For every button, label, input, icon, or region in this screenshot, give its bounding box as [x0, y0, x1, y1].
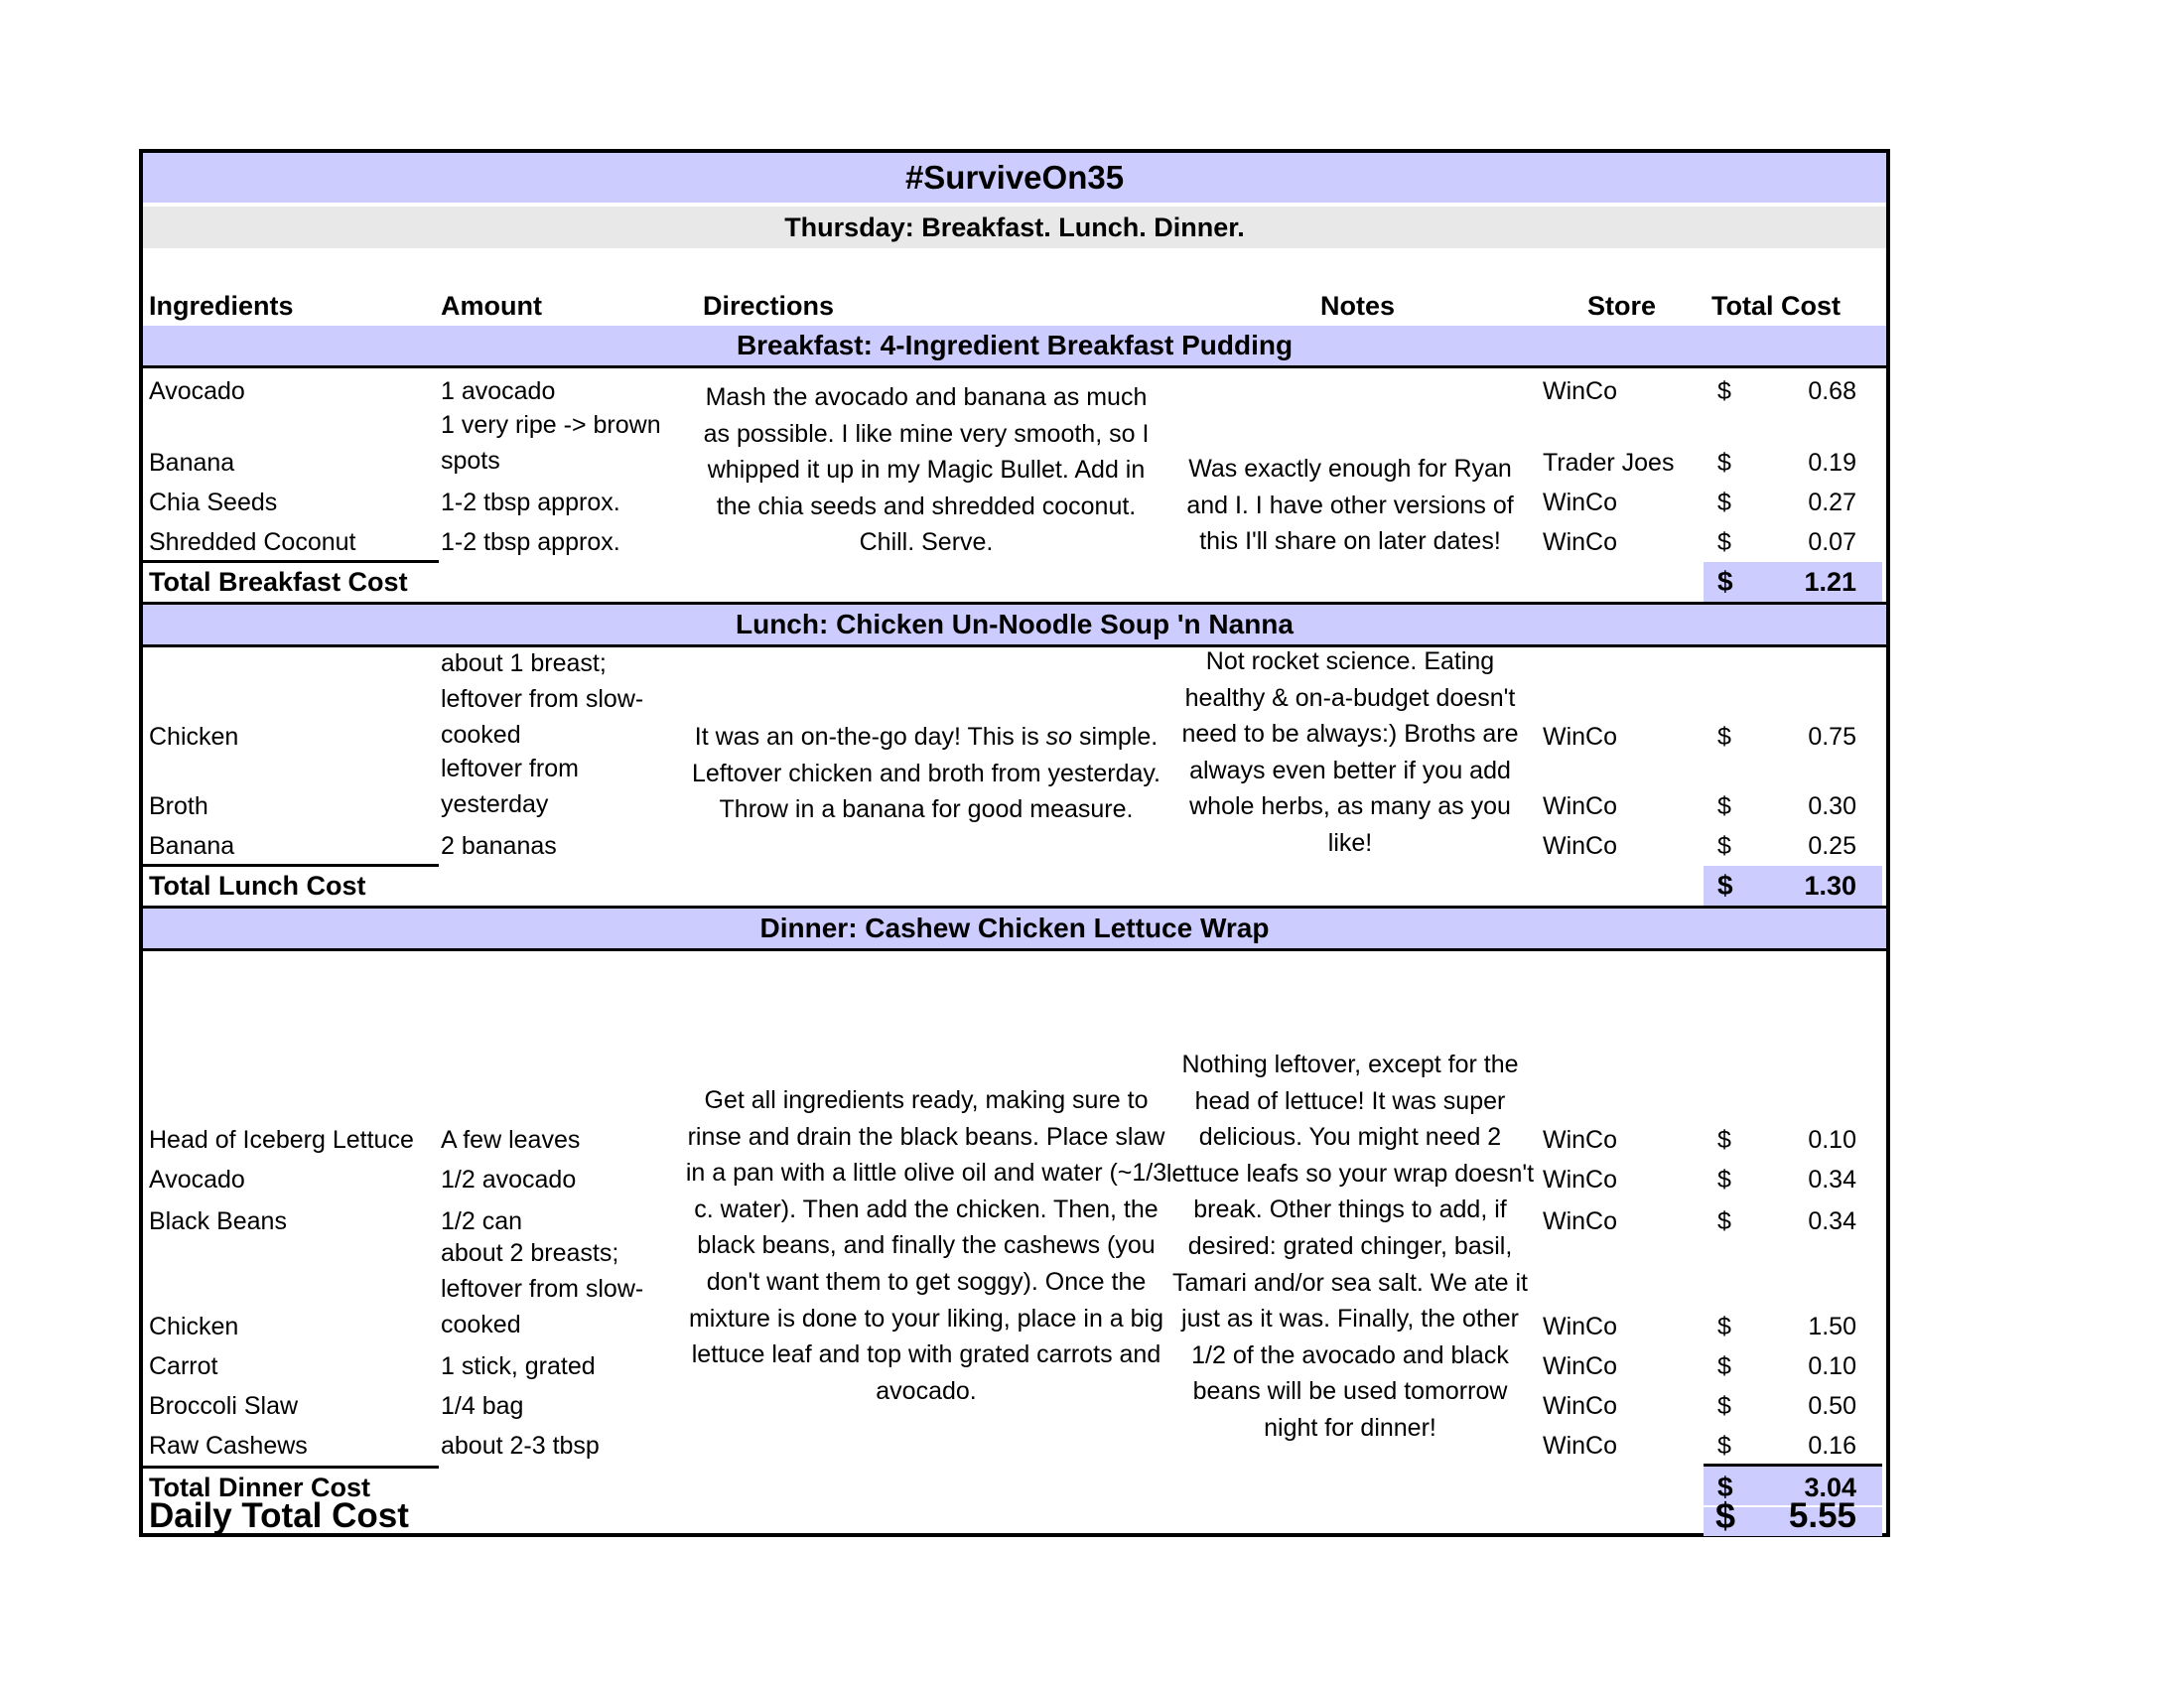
currency-symbol: $ [1717, 528, 1731, 556]
ingredient-name: Raw Cashews [149, 1432, 308, 1460]
ingredient-amount: 1-2 tbsp approx. [441, 489, 620, 516]
ingredient-amount: 1 avocado [441, 377, 556, 405]
cost-value: 0.07 [1808, 528, 1856, 556]
currency-symbol: $ [1717, 489, 1731, 516]
store-name: WinCo [1543, 723, 1618, 751]
currency-symbol: $ [1717, 1432, 1731, 1460]
meal-plan-sheet [139, 149, 1890, 1537]
subtitle-band [143, 207, 1886, 248]
store-name: WinCo [1543, 489, 1618, 516]
lunch-directions-text: simple. Leftover chicken and broth from yesterday. Throw in a banana for good measure. [692, 723, 1160, 824]
currency-symbol: $ [1717, 377, 1731, 405]
ingredient-amount: leftover from slow- [441, 1275, 644, 1303]
divider [143, 560, 439, 563]
store-name: WinCo [1543, 1392, 1618, 1420]
ingredient-amount: yesterday [441, 790, 549, 818]
breakfast-notes: Was exactly enough for Ryan and I. I have other versions of this I'll share on later dates! [1186, 455, 1514, 556]
ingredient-amount: about 1 breast; [441, 649, 607, 677]
ingredient-name: Banana [149, 832, 235, 860]
divider [143, 948, 1886, 951]
store-name: WinCo [1543, 792, 1618, 820]
currency-symbol: $ [1717, 449, 1731, 477]
breakfast-total-value: 1.21 [1804, 567, 1856, 597]
breakfast-title: Breakfast: 4-Ingredient Breakfast Pudding [736, 330, 1294, 360]
ingredient-name: Chicken [149, 1313, 239, 1340]
lunch-directions-emphasis: so [1045, 723, 1073, 751]
ingredient-name: Chia Seeds [149, 489, 278, 516]
ingredient-amount: 1-2 tbsp approx. [441, 528, 620, 556]
cost-value: 0.25 [1808, 832, 1856, 860]
ingredient-name: Shredded Coconut [149, 528, 356, 556]
ingredient-amount: 1 very ripe -> brown [441, 411, 661, 439]
dinner-directions: Get all ingredients ready, making sure to rinse and drain the black beans. Place slaw in a pan with a little olive oil and water (~1/3 c. water). Then add the chicken. Then, the black beans, and finally the cashews (you don't want them to get soggy). Once the mixture is done to your liking, place in a big lettuce leaf and top with grated carrots and avocado. [685, 1086, 1167, 1405]
ingredient-amount: A few leaves [441, 1126, 581, 1154]
ingredient-name: Avocado [149, 1166, 245, 1194]
lunch-directions-text: It was an on-the-go day! This is [694, 723, 1046, 751]
col-header-notes: Notes [1320, 291, 1396, 321]
ingredient-amount: 1/2 avocado [441, 1166, 577, 1194]
dinner-total-value: 3.04 [1804, 1473, 1856, 1502]
ingredient-amount: cooked [441, 721, 521, 749]
breakfast-total-label: Total Breakfast Cost [149, 567, 408, 597]
col-header-amount: Amount [441, 291, 542, 321]
store-name: WinCo [1543, 377, 1618, 405]
col-header-total-cost: Total Cost [1711, 291, 1841, 321]
store-name: WinCo [1543, 1313, 1618, 1340]
dinner-title: Dinner: Cashew Chicken Lettuce Wrap [759, 913, 1270, 943]
lunch-section-band [143, 605, 1886, 644]
ingredient-name: Broccoli Slaw [149, 1392, 299, 1420]
currency-symbol: $ [1717, 1472, 1733, 1502]
lunch-directions [691, 719, 1161, 828]
cost-value: 0.19 [1808, 449, 1856, 477]
page-title: #SurviveOn35 [904, 159, 1125, 196]
currency-symbol: $ [1717, 1166, 1731, 1194]
daily-total-label: Daily Total Cost [149, 1496, 409, 1535]
cost-value: 0.10 [1808, 1352, 1856, 1380]
ingredient-amount: 2 bananas [441, 832, 557, 860]
ingredient-amount: 1/2 can [441, 1207, 523, 1235]
currency-symbol: $ [1717, 1392, 1731, 1420]
dinner-section-band [143, 909, 1886, 948]
col-header-directions: Directions [703, 291, 835, 321]
ingredient-name: Head of Iceberg Lettuce [149, 1126, 414, 1154]
lunch-title: Lunch: Chicken Un-Noodle Soup 'n Nanna [736, 609, 1294, 639]
divider [143, 644, 1886, 647]
breakfast-section-band [143, 326, 1886, 365]
col-header-ingredients: Ingredients [149, 291, 294, 321]
dinner-notes: Nothing leftover, except for the head of lettuce! It was super delicious. You might need 2 lettuce leafs so your wrap doesn't break. Other things to add, if desired: grated chinger, basil, Tamari and/or sea salt. We ate it just as it was. Finally, the other 1/2 of the avocado and black beans will be used tomorrow night for dinner! [1165, 1051, 1535, 1442]
currency-symbol: $ [1715, 1495, 1736, 1536]
currency-symbol: $ [1717, 566, 1733, 597]
currency-symbol: $ [1717, 1207, 1731, 1235]
page-subtitle: Thursday: Breakfast. Lunch. Dinner. [784, 212, 1245, 242]
store-name: WinCo [1543, 832, 1618, 860]
currency-symbol: $ [1717, 832, 1731, 860]
cost-value: 0.10 [1808, 1126, 1856, 1154]
cost-value: 0.75 [1808, 723, 1856, 751]
cost-value: 0.34 [1808, 1166, 1856, 1194]
ingredient-amount: spots [441, 447, 500, 475]
store-name: WinCo [1543, 1166, 1618, 1194]
ingredient-amount: 1 stick, grated [441, 1352, 596, 1380]
lunch-notes: Not rocket science. Eating healthy & on-a-budget doesn't need to be always:) Broths are always even better if you add whole herbs, as many as you like! [1181, 647, 1519, 857]
ingredient-amount: cooked [441, 1311, 521, 1338]
divider [143, 1466, 439, 1469]
cost-value: 0.16 [1808, 1432, 1856, 1460]
ingredient-amount: about 2 breasts; [441, 1239, 619, 1267]
currency-symbol: $ [1717, 723, 1731, 751]
lunch-total-value: 1.30 [1804, 871, 1856, 901]
store-name: WinCo [1543, 1352, 1618, 1380]
divider [1704, 1464, 1882, 1467]
divider [143, 365, 1886, 368]
cost-value: 0.50 [1808, 1392, 1856, 1420]
store-name: WinCo [1543, 1207, 1618, 1235]
divider [143, 864, 439, 867]
cost-value: 1.50 [1808, 1313, 1856, 1340]
cost-value: 0.30 [1808, 792, 1856, 820]
ingredient-name: Black Beans [149, 1207, 287, 1235]
store-name: Trader Joes [1543, 449, 1675, 477]
ingredient-name: Broth [149, 792, 208, 820]
currency-symbol: $ [1717, 870, 1733, 901]
ingredient-name: Chicken [149, 723, 239, 751]
cost-value: 0.68 [1808, 377, 1856, 405]
store-name: WinCo [1543, 1432, 1618, 1460]
dinner-total-label: Total Dinner Cost [149, 1473, 371, 1502]
currency-symbol: $ [1717, 792, 1731, 820]
cost-value: 0.27 [1808, 489, 1856, 516]
ingredient-amount: leftover from slow- [441, 685, 644, 713]
col-header-store: Store [1587, 291, 1657, 321]
cost-value: 0.34 [1808, 1207, 1856, 1235]
ingredient-name: Avocado [149, 377, 245, 405]
ingredient-amount: about 2-3 tbsp [441, 1432, 600, 1460]
breakfast-directions: Mash the avocado and banana as much as possible. I like mine very smooth, so I whipped it up in my Magic Bullet. Add in the chia seeds and shredded coconut. Chill. Serve. [703, 383, 1150, 557]
store-name: WinCo [1543, 528, 1618, 556]
ingredient-amount: leftover from [441, 755, 579, 782]
lunch-total-label: Total Lunch Cost [149, 871, 366, 901]
ingredient-name: Carrot [149, 1352, 218, 1380]
ingredient-amount: 1/4 bag [441, 1392, 524, 1420]
title-band [143, 153, 1886, 203]
ingredient-name: Banana [149, 449, 235, 477]
store-name: WinCo [1543, 1126, 1618, 1154]
currency-symbol: $ [1717, 1352, 1731, 1380]
currency-symbol: $ [1717, 1126, 1731, 1154]
currency-symbol: $ [1717, 1313, 1731, 1340]
daily-total-value: 5.55 [1788, 1496, 1856, 1535]
